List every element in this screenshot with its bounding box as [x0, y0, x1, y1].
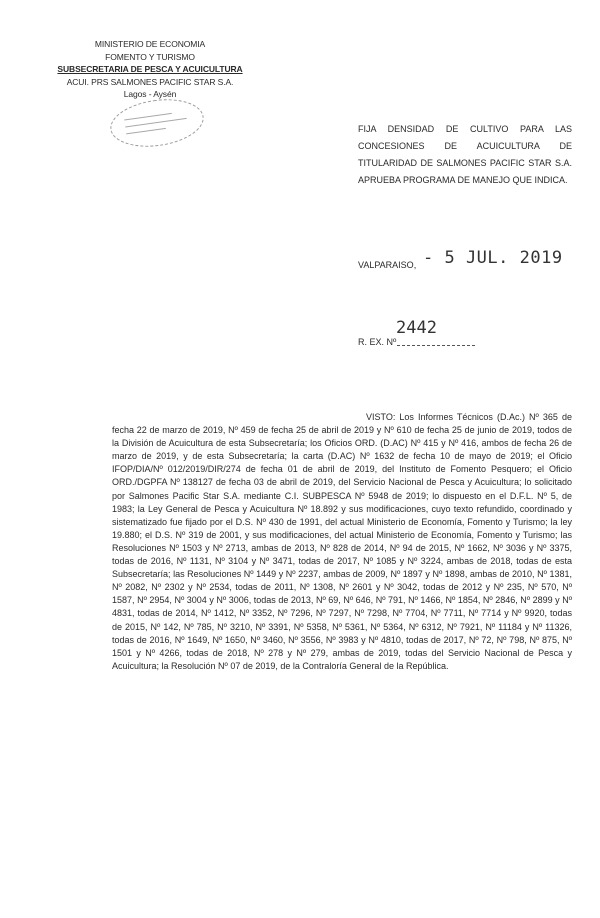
- ministry-line-2: FOMENTO Y TURISMO: [105, 51, 195, 62]
- region-line: Lagos - Aysén: [123, 89, 177, 99]
- subsecretaria-line: SUBSECRETARIA DE PESCA Y ACUICULTURA: [57, 64, 243, 74]
- resolution-number-line: [397, 345, 475, 346]
- resolution-number-label: R. EX. Nº: [358, 337, 397, 347]
- place-label: VALPARAISO,: [358, 260, 417, 270]
- issuer-header: [50, 38, 250, 101]
- date-stamp: - 5 JUL. 2019: [423, 248, 563, 268]
- resolution-title: FIJA DENSIDAD DE CULTIVO PARA LAS CONCESIONES DE ACUICULTURA DE TITULARIDAD DE SALMONES PACIFIC STAR S.A. APRUEBA PROGRAMA DE MANEJO QUE INDICA.: [358, 124, 572, 185]
- company-line: ACUI. PRS SALMONES PACIFIC STAR S.A.: [66, 76, 234, 87]
- resolution-number: 2442: [396, 318, 437, 338]
- faded-stamp-icon: [107, 94, 206, 153]
- visto-paragraph: VISTO: Los Informes Técnicos (D.Ac.) Nº 365 de fecha 22 de marzo de 2019, Nº 459 de fecha 25 de abril de 2019 y Nº 610 de fecha 25 de junio de 2019, todos de la División de Acuicultura de esta Subsecretaría; los Oficios ORD. (D.AC) Nº 415 y Nº 416, ambos de fecha 26 de marzo de 2019, y de esta Subsecretaría; la carta (D.AC) Nº 1632 de fecha 10 de mayo de 2019; el Oficio IFOP/DIA/Nº 012/2019/DIR/274 de fecha 01 de abril de 2019, del Instituto de Fomento Pesquero; el Oficio ORD./DGPFA Nº 138127 de fecha 03 de abril de 2019, del Servicio Nacional de Pesca y Acuicultura; lo solicitado por Salmones Pacific Star S.A. mediante C.I. SUBPESCA Nº 5948 de 2019; lo dispuesto en el D.F.L. Nº 5, de 1983; la Ley General de Pesca y Acuicultura Nº 18.892 y sus modificaciones, cuyo texto refundido, coordinado y sistematizado fue fijado por el D.S. Nº 430 de 1991, del actual Ministerio de Economía, Fomento y Turismo; la ley 19.880; el D.S. Nº 319 de 2001, y sus modificaciones, del actual Ministerio de Economía, Fomento y Turismo; las Resoluciones Nº 1503 y Nº 2713, ambas de 2013, Nº 828 de 2014, Nº 94 de 2015, Nº 1662, Nº 3036 y Nº 3375, todas de 2016, Nº 1131, Nº 3104 y Nº 3471, todas de 2017, Nº 1085 y Nº 3224, ambas de 2018, todas de esta Subsecretaría; las Resoluciones Nº 1449 y Nº 2237, ambas de 2009, Nº 1897 y Nº 1898, ambas de 2010, Nº 1381, Nº 2082, Nº 2302 y Nº 2534, todas de 2011, Nº 1308, Nº 2601 y Nº 3042, todas de 2012 y Nº 235, Nº 570, Nº 1587, Nº 2954, Nº 3004 y Nº 3006, todas de 2013, Nº 69, Nº 646, Nº 791, Nº 1466, Nº 1854, Nº 2846, Nº 2899 y Nº 4831, todas de 2014, Nº 1412, Nº 3352, Nº 7296, Nº 7297, Nº 7298, Nº 7704, Nº 7711, Nº 7714 y Nº 9920, todas de 2015, Nº 142, Nº 785, Nº 3210, Nº 3391, Nº 5358, Nº 5361, Nº 5364, Nº 6312, Nº 7921, Nº 11184 y Nº 11326, todas de 2016, Nº 1649, Nº 1650, Nº 3460, Nº 3556, Nº 3983 y Nº 4810, todas de 2017, Nº 72, Nº 798, Nº 875, Nº 1501 y Nº 4266, todas de 2018, Nº 278 y Nº 279, ambas de 2019, todas del Servicio Nacional de Pesca y Acuicultura; la Resolución Nº 07 de 2019, de la Contraloría General de la República.: [112, 412, 572, 671]
- ministry-line: MINISTERIO DE ECONOMIA: [94, 39, 206, 49]
